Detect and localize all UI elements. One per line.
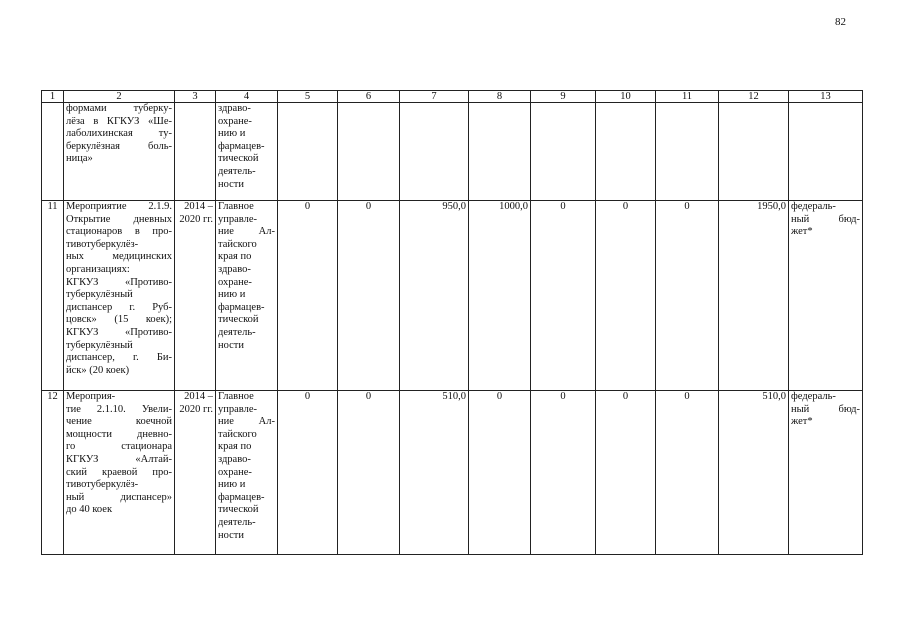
executor-line: деятель- xyxy=(218,516,256,528)
executor-line: управле- xyxy=(218,403,257,415)
value-col-10: 0 xyxy=(596,201,656,391)
cont-cell-9 xyxy=(531,103,596,201)
header-col-12: 12 xyxy=(719,91,789,103)
executor-line: здраво- xyxy=(218,453,251,465)
measure-name-line: йск» (20 коек) xyxy=(66,364,130,376)
executor-cell xyxy=(216,201,278,391)
executor-line: охране- xyxy=(218,276,252,288)
period-cell xyxy=(175,201,216,391)
value-col-9: 0 xyxy=(531,391,596,555)
executor-line: тайского xyxy=(218,428,257,440)
period-line: 2014 – xyxy=(184,201,213,212)
measure-name-line: КГКУЗ «Алтай- xyxy=(66,453,172,465)
row-number: 12 xyxy=(42,391,64,555)
cont-cell-10 xyxy=(596,103,656,201)
funding-source-line: жет* xyxy=(791,226,813,238)
funding-source-line: федераль- xyxy=(791,391,836,402)
value-col-8: 1000,0 xyxy=(469,201,531,391)
executor-line: края по xyxy=(218,441,252,453)
funding-source-line: ный бюд- xyxy=(791,403,860,415)
executor-line: края по xyxy=(218,251,252,263)
header-col-2: 2 xyxy=(64,91,175,103)
cont-name-line: формами туберку- xyxy=(66,103,172,114)
cont-cell-5 xyxy=(278,103,338,201)
continuation-row xyxy=(42,103,863,201)
value-col-7: 510,0 xyxy=(400,391,469,555)
measure-name-line: го стационара xyxy=(66,441,172,453)
value-col-12: 510,0 xyxy=(719,391,789,555)
header-col-9: 9 xyxy=(531,91,596,103)
measure-name-line: ных медицинских xyxy=(66,251,172,263)
cont-cell-11 xyxy=(656,103,719,201)
cont-executor-line: нию и xyxy=(218,128,246,140)
measure-name-line: стационаров в про- xyxy=(66,226,172,238)
executor-line: деятель- xyxy=(218,326,256,338)
measure-name-line: тие 2.1.10. Увели- xyxy=(66,403,172,415)
executor-line: управле- xyxy=(218,213,257,225)
cont-cell-6 xyxy=(338,103,400,201)
header-col-8: 8 xyxy=(469,91,531,103)
header-col-6: 6 xyxy=(338,91,400,103)
measure-name-line: диспансер г. Руб- xyxy=(66,301,172,313)
value-col-8: 0 xyxy=(469,391,531,555)
period-cell xyxy=(175,391,216,555)
funding-source-line: федераль- xyxy=(791,201,836,212)
cont-cell-13 xyxy=(789,103,863,201)
measure-name-cell xyxy=(64,201,175,391)
executor-line: здраво- xyxy=(218,263,251,275)
value-col-9: 0 xyxy=(531,201,596,391)
page-number: 82 xyxy=(835,16,846,28)
cont-name-cell xyxy=(64,103,175,201)
cont-period-cell xyxy=(175,103,216,201)
header-col-1: 1 xyxy=(42,91,64,103)
header-col-4: 4 xyxy=(216,91,278,103)
period-line: 2020 гг. xyxy=(179,213,213,225)
executor-line: тайского xyxy=(218,238,257,250)
cont-executor-line: тической xyxy=(218,153,259,165)
cont-cell-12 xyxy=(719,103,789,201)
funding-source-line: жет* xyxy=(791,416,813,428)
measure-name-line: Мероприя- xyxy=(66,391,116,402)
measure-name-line: тивотуберкулёз- xyxy=(66,238,139,250)
value-col-6: 0 xyxy=(338,201,400,391)
header-col-11: 11 xyxy=(656,91,719,103)
cont-executor-line: охране- xyxy=(218,115,252,127)
cont-name-line: лаболихинская ту- xyxy=(66,128,172,140)
executor-line: тической xyxy=(218,314,259,326)
measure-name-line: мощности дневно- xyxy=(66,428,172,440)
measure-name-line: цовск» (15 коек); xyxy=(66,314,172,326)
measure-name-line: организациях: xyxy=(66,263,130,275)
cont-name-line: беркулёзная боль- xyxy=(66,140,172,152)
cont-executor-line: фармацев- xyxy=(218,140,265,152)
executor-line: нию и xyxy=(218,289,246,301)
value-col-11: 0 xyxy=(656,391,719,555)
funding-source-cell xyxy=(789,391,863,555)
measure-name-line: Открытие дневных xyxy=(66,213,172,225)
executor-line: нию и xyxy=(218,479,246,491)
cont-name-line: ница» xyxy=(66,153,93,165)
measure-name-line: чение коечной xyxy=(66,416,172,428)
header-col-10: 10 xyxy=(596,91,656,103)
row-number: 11 xyxy=(42,201,64,391)
measure-name-line: Мероприятие 2.1.9. xyxy=(66,201,172,212)
executor-cell xyxy=(216,391,278,555)
cont-cell-7 xyxy=(400,103,469,201)
value-col-5: 0 xyxy=(278,391,338,555)
measure-name-line: ский краевой про- xyxy=(66,466,172,478)
cont-executor-line: деятель- xyxy=(218,165,256,177)
value-col-6: 0 xyxy=(338,391,400,555)
header-col-3: 3 xyxy=(175,91,216,103)
value-col-7: 950,0 xyxy=(400,201,469,391)
measure-name-line: туберкулёзный xyxy=(66,339,133,351)
funding-source-line: ный бюд- xyxy=(791,213,860,225)
funding-source-cell xyxy=(789,201,863,391)
measure-name-line: тивотуберкулёз- xyxy=(66,479,139,491)
executor-line: фармацев- xyxy=(218,301,265,313)
executor-line: тической xyxy=(218,504,259,516)
measure-name-line: КГКУЗ «Противо- xyxy=(66,326,172,338)
cont-executor-cell xyxy=(216,103,278,201)
measure-name-line: туберкулёзный xyxy=(66,289,133,301)
executor-line: ности xyxy=(218,339,244,351)
measure-name-line: КГКУЗ «Противо- xyxy=(66,276,172,288)
cont-executor-line: ности xyxy=(218,178,244,190)
header-col-7: 7 xyxy=(400,91,469,103)
executor-line: Главное xyxy=(218,391,254,402)
header-col-5: 5 xyxy=(278,91,338,103)
cont-cell-8 xyxy=(469,103,531,201)
value-col-12: 1950,0 xyxy=(719,201,789,391)
value-col-5: 0 xyxy=(278,201,338,391)
cont-num-cell xyxy=(42,103,64,201)
table-row-12 xyxy=(42,391,863,555)
period-line: 2020 гг. xyxy=(179,403,213,415)
period-line: 2014 – xyxy=(184,391,213,402)
cont-executor-line: здраво- xyxy=(218,103,251,114)
table-row-11 xyxy=(42,201,863,391)
value-col-11: 0 xyxy=(656,201,719,391)
cont-name-line: лёза в КГКУЗ «Ше- xyxy=(66,115,172,127)
value-col-10: 0 xyxy=(596,391,656,555)
executor-line: ние Ал- xyxy=(218,416,275,428)
program-table xyxy=(41,90,863,555)
executor-line: охране- xyxy=(218,466,252,478)
executor-line: ние Ал- xyxy=(218,226,275,238)
executor-line: ности xyxy=(218,529,244,541)
measure-name-line: ный диспансер» xyxy=(66,491,172,503)
measure-name-line: диспансер, г. Би- xyxy=(66,352,172,364)
executor-line: фармацев- xyxy=(218,491,265,503)
measure-name-line: до 40 коек xyxy=(66,504,113,516)
measure-name-cell xyxy=(64,391,175,555)
header-row xyxy=(42,91,863,103)
executor-line: Главное xyxy=(218,201,254,212)
header-col-13: 13 xyxy=(789,91,863,103)
